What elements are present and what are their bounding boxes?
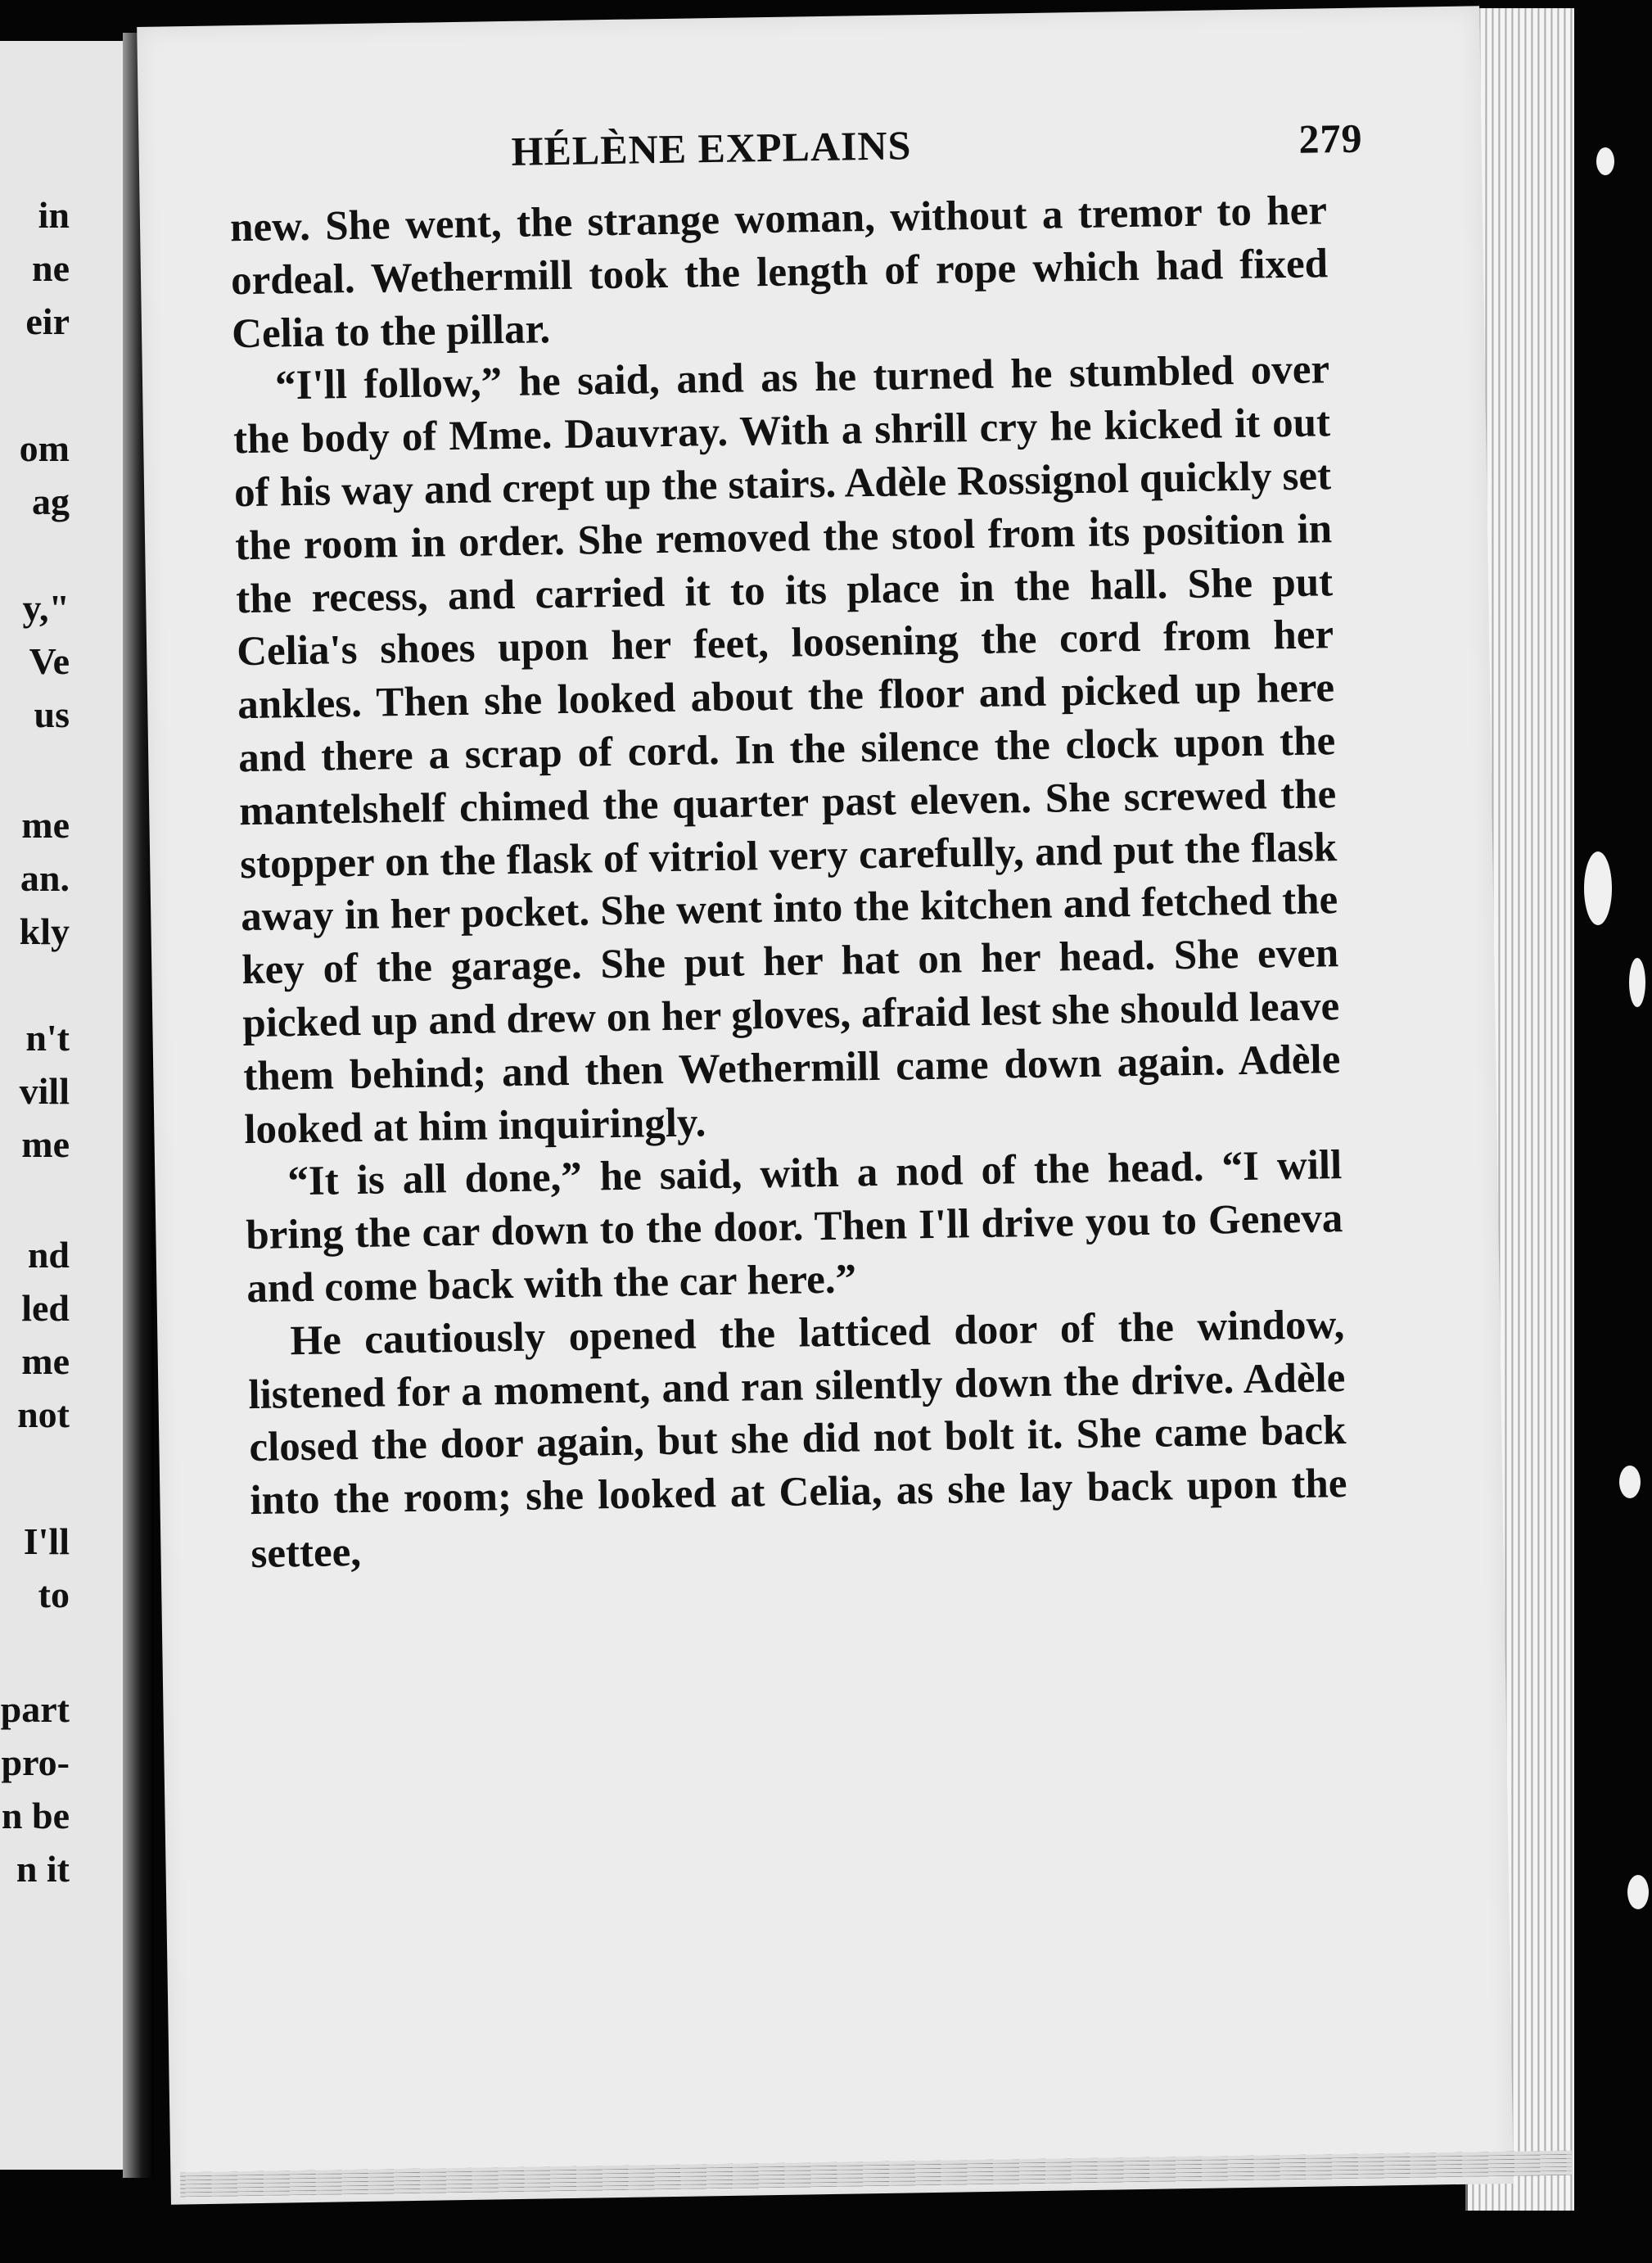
paragraph: He cautiously opened the latticed door of the window, listened for a moment, and ran silently down the drive. Adèle closed the door again, but she did not bolt it. She came back into the room; she looked at Celia, as she lay back upon the settee, [248, 1301, 1347, 1578]
scan-speck [1596, 147, 1614, 175]
body-text [230, 184, 1348, 1581]
previous-page-line: me [21, 804, 70, 846]
paragraph: new. She went, the strange woman, without a tremor to her ordeal. Wethermill took the length of rope which had fixed Celia to the pillar. [229, 187, 1329, 357]
previous-page-line: to [38, 1574, 70, 1615]
previous-page-line: us [34, 693, 70, 735]
scan-speck [1584, 851, 1612, 925]
running-head [138, 112, 1481, 174]
previous-page-line: part [0, 1688, 70, 1730]
previous-page-line: y," [22, 587, 70, 629]
previous-page-line: me [21, 1123, 70, 1165]
previous-page-line: me [21, 1340, 70, 1382]
page-number: 279 [1298, 115, 1363, 162]
previous-page-line: n be [1, 1795, 70, 1836]
chapter-title: HÉLÈNE EXPLAINS [511, 122, 912, 174]
previous-page-line: not [17, 1393, 70, 1435]
paragraph: “It is all done,” he said, with a nod of the head. “I will bring the car down to the door. Then I'll drive you to Geneva and come back with the car here.” [245, 1142, 1343, 1312]
book-page [137, 6, 1514, 2204]
previous-page-line: nd [27, 1234, 70, 1276]
previous-page-line: ag [32, 481, 70, 522]
scan-speck [1627, 1875, 1649, 1909]
previous-page-line: an. [20, 857, 70, 899]
previous-page-line: eir [25, 300, 70, 342]
previous-page-line: I'll [23, 1520, 70, 1562]
scan-speck [1619, 1466, 1641, 1498]
previous-page-line: kly [19, 910, 70, 952]
previous-page-fragment [0, 41, 137, 2170]
previous-page-line: pro- [1, 1741, 70, 1783]
previous-page-line: vill [19, 1070, 70, 1112]
scan-speck [1629, 958, 1645, 1007]
previous-page-line: Ve [29, 640, 70, 682]
paragraph: “I'll follow,” he said, and as he turned he stumbled over the body of Mme. Dauvray. With a shrill cry he kicked it out of his way and crept up the stairs. Adèle Rossignol quickly set the room in order. She removed the stool from its position in the recess, and carried it to its place in the hall. She put Celia's shoes upon her feet, loosening the cord from her ankles. Then she looked about the floor and picked up here and there a scrap of cord. In the silence the clock upon the mantelshelf chimed the quarter past eleven. She screwed the stopper on the flask of vitriol very carefully, and put the flask away in her pocket. She went into the kitchen and fetched the key of the garage. She put her hat on her head. She even picked up and drew on her gloves, afraid lest she should leave them behind; and then Wethermill came down again. Adèle looked at him inquiringly. [232, 346, 1341, 1153]
previous-page-line: led [21, 1287, 70, 1329]
previous-page-line: n it [16, 1848, 70, 1890]
previous-page-line: om [19, 427, 70, 469]
previous-page-line: ne [32, 247, 70, 289]
previous-page-line: in [38, 194, 70, 236]
previous-page-line: n't [25, 1017, 70, 1059]
